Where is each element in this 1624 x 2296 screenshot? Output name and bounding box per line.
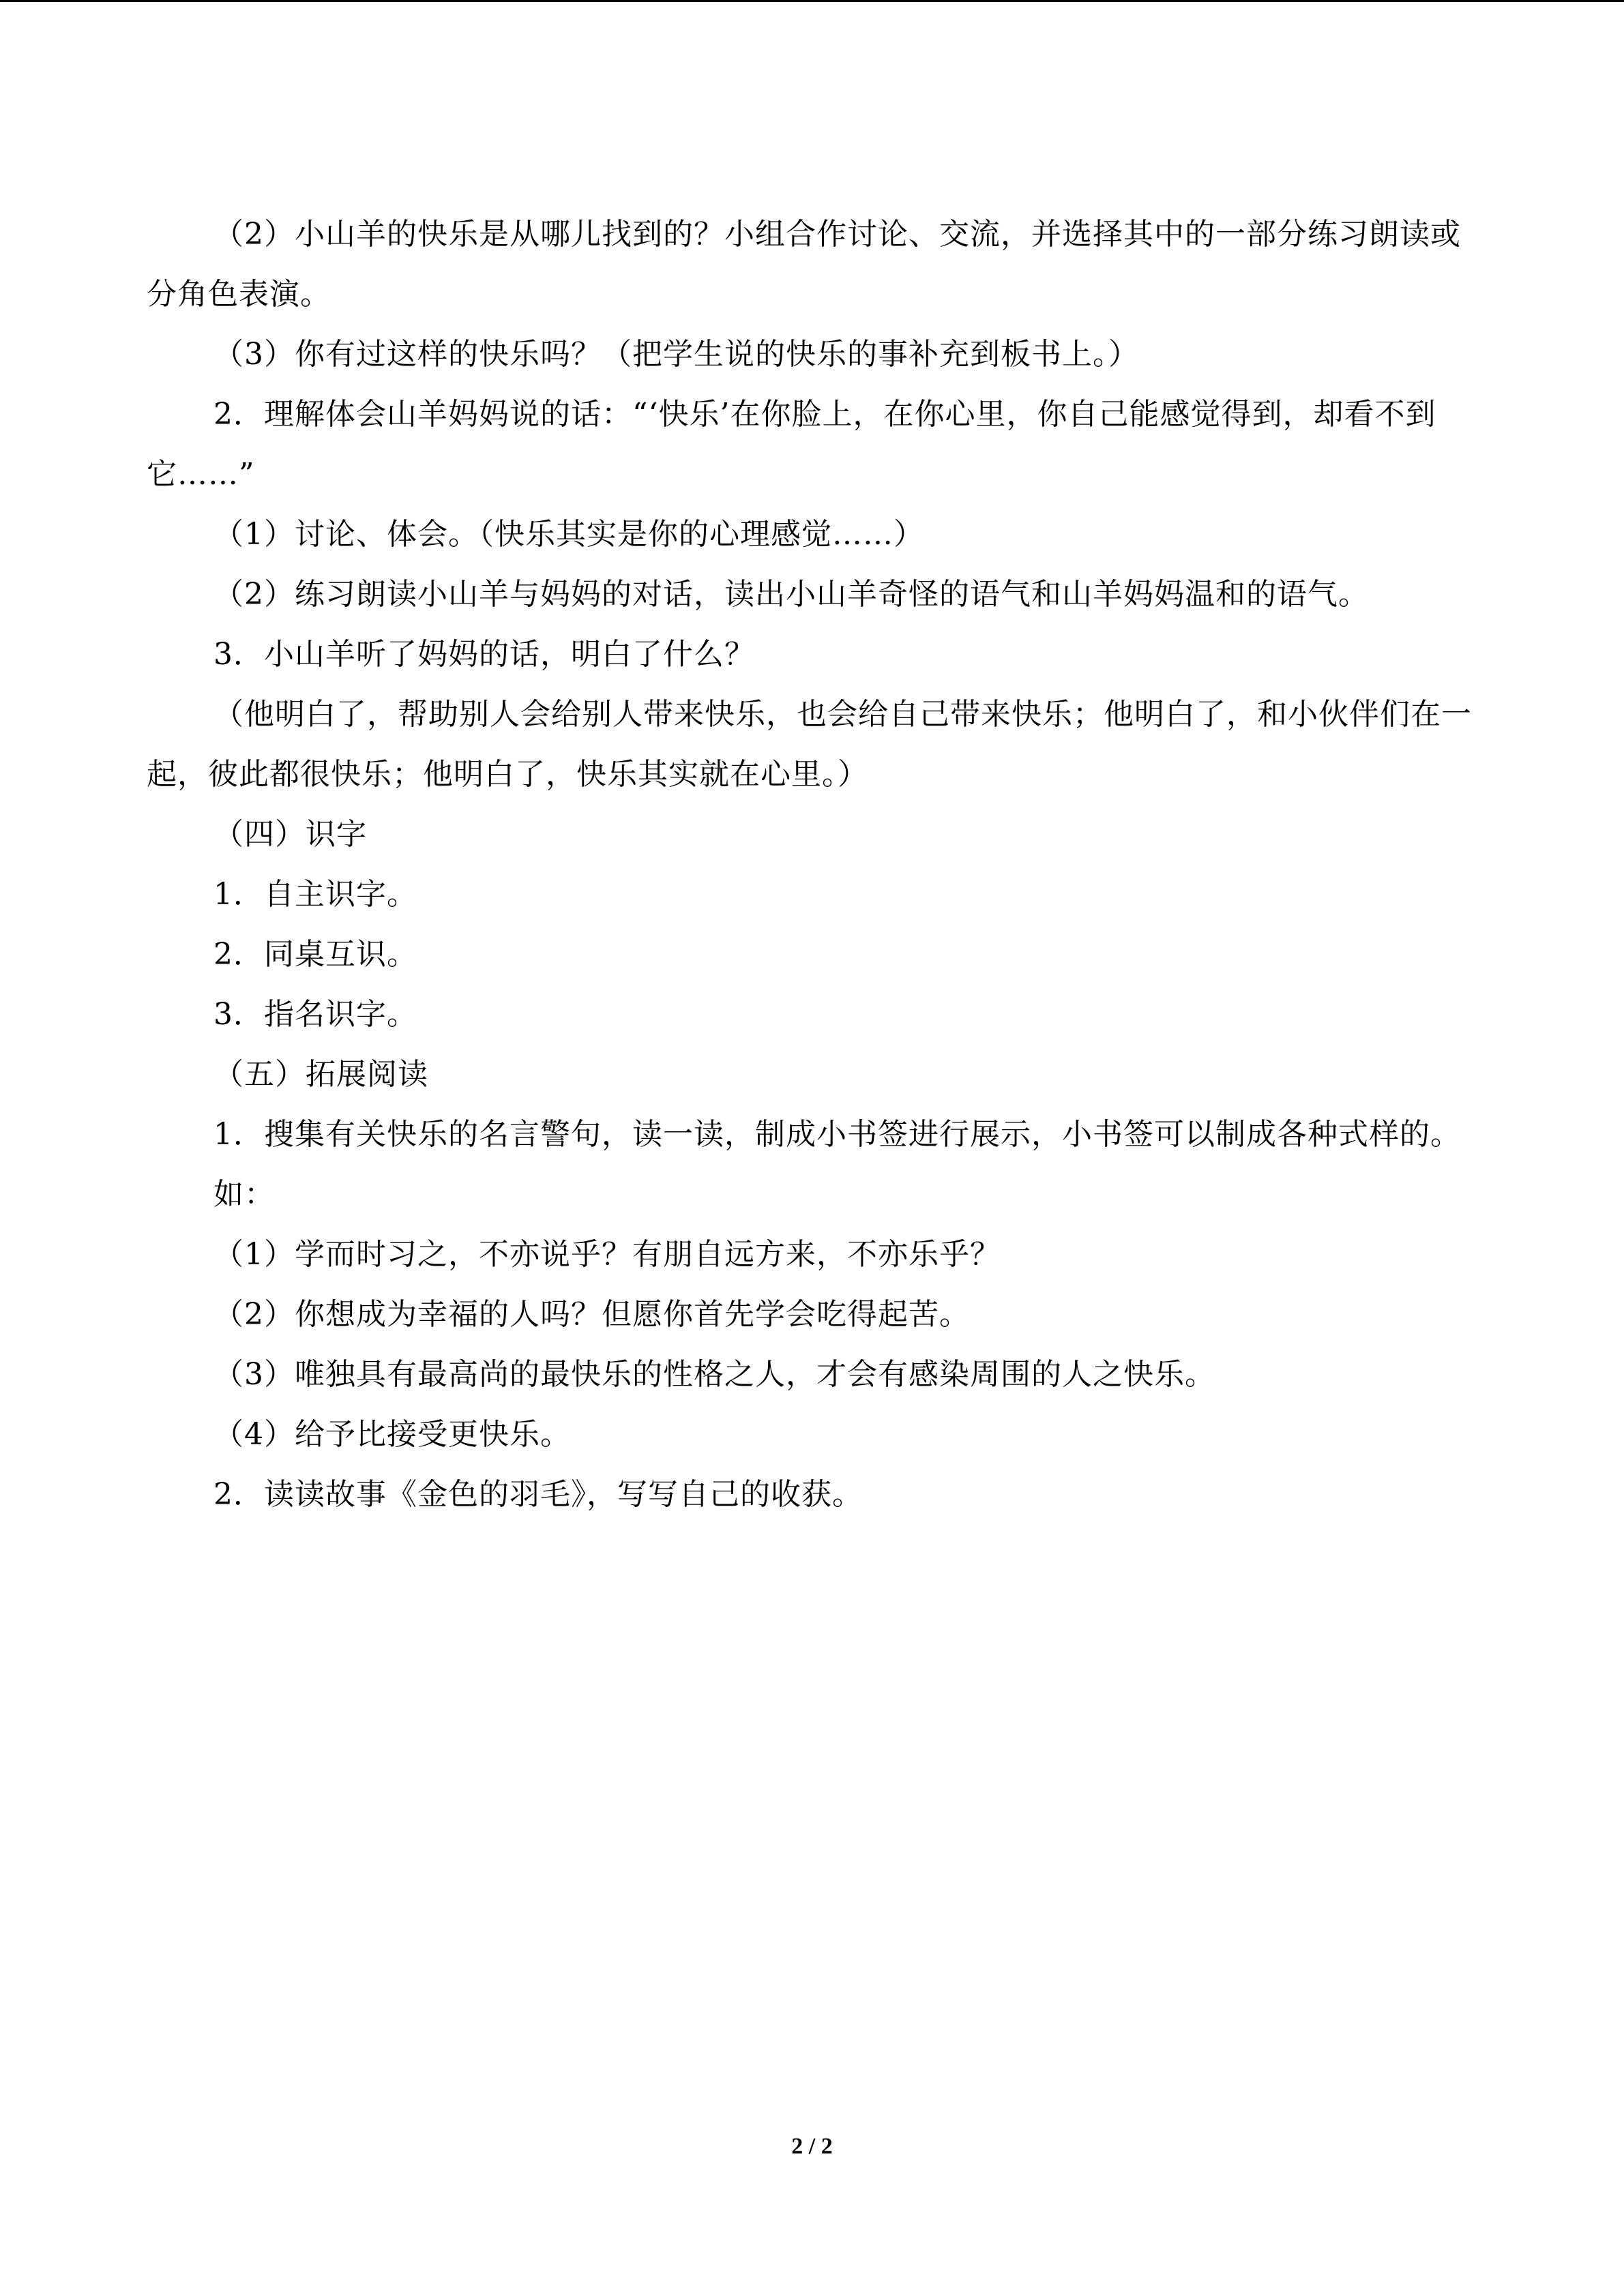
paragraph: （他明白了，帮助别人会给别人带来快乐，也会给自己带来快乐；他明白了，和小伙伴们在一起，彼此都很快乐；他明白了，快乐其实就在心里。） <box>147 697 1472 792</box>
paragraph: （3）你有过这样的快乐吗？（把学生说的快乐的事补充到板书上。） <box>213 337 1139 372</box>
paragraph: 3．指名识字。 <box>213 997 417 1032</box>
paragraph: （1）讨论、体会。（快乐其实是你的心理感觉……） <box>213 517 924 552</box>
section-heading: （四）识字 <box>213 817 367 852</box>
quote-item: （1）学而时习之，不亦说乎？有朋自远方来，不亦乐乎？ <box>213 1237 1001 1272</box>
paragraph: 1．搜集有关快乐的名言警句，读一读，制成小书签进行展示，小书签可以制成各种式样的。 <box>213 1117 1461 1152</box>
paragraph: 3．小山羊听了妈妈的话，明白了什么？ <box>213 637 755 672</box>
quote-item: （3）唯独具有最高尚的最快乐的性格之人，才会有感染周围的人之快乐。 <box>213 1357 1215 1392</box>
paragraph: 如： <box>213 1177 275 1212</box>
paragraph: 2．理解体会山羊妈妈说的话：“‘快乐’在你脸上，在你心里，你自己能感觉得到，却看不到它……” <box>147 397 1436 492</box>
paragraph: （2）练习朗读小山羊与妈妈的对话，读出小山羊奇怪的语气和山羊妈妈温和的语气。 <box>213 577 1369 612</box>
paragraph: 2．读读故事《金色的羽毛》，写写自己的收获。 <box>213 1477 863 1512</box>
paragraph: 1．自主识字。 <box>213 877 417 912</box>
paragraph: （2）小山羊的快乐是从哪儿找到的？小组合作讨论、交流，并选择其中的一部分练习朗读或分角色表演。 <box>147 217 1461 312</box>
page-number: 2 / 2 <box>791 2134 833 2159</box>
top-border-line <box>0 0 1624 2</box>
quote-item: （2）你想成为幸福的人吗？但愿你首先学会吃得起苦。 <box>213 1297 970 1332</box>
quote-item: （4）给予比接受更快乐。 <box>213 1417 571 1452</box>
paragraph: 2．同桌互识。 <box>213 937 417 972</box>
document-body <box>147 205 1477 1525</box>
section-heading: （五）拓展阅读 <box>213 1057 428 1092</box>
